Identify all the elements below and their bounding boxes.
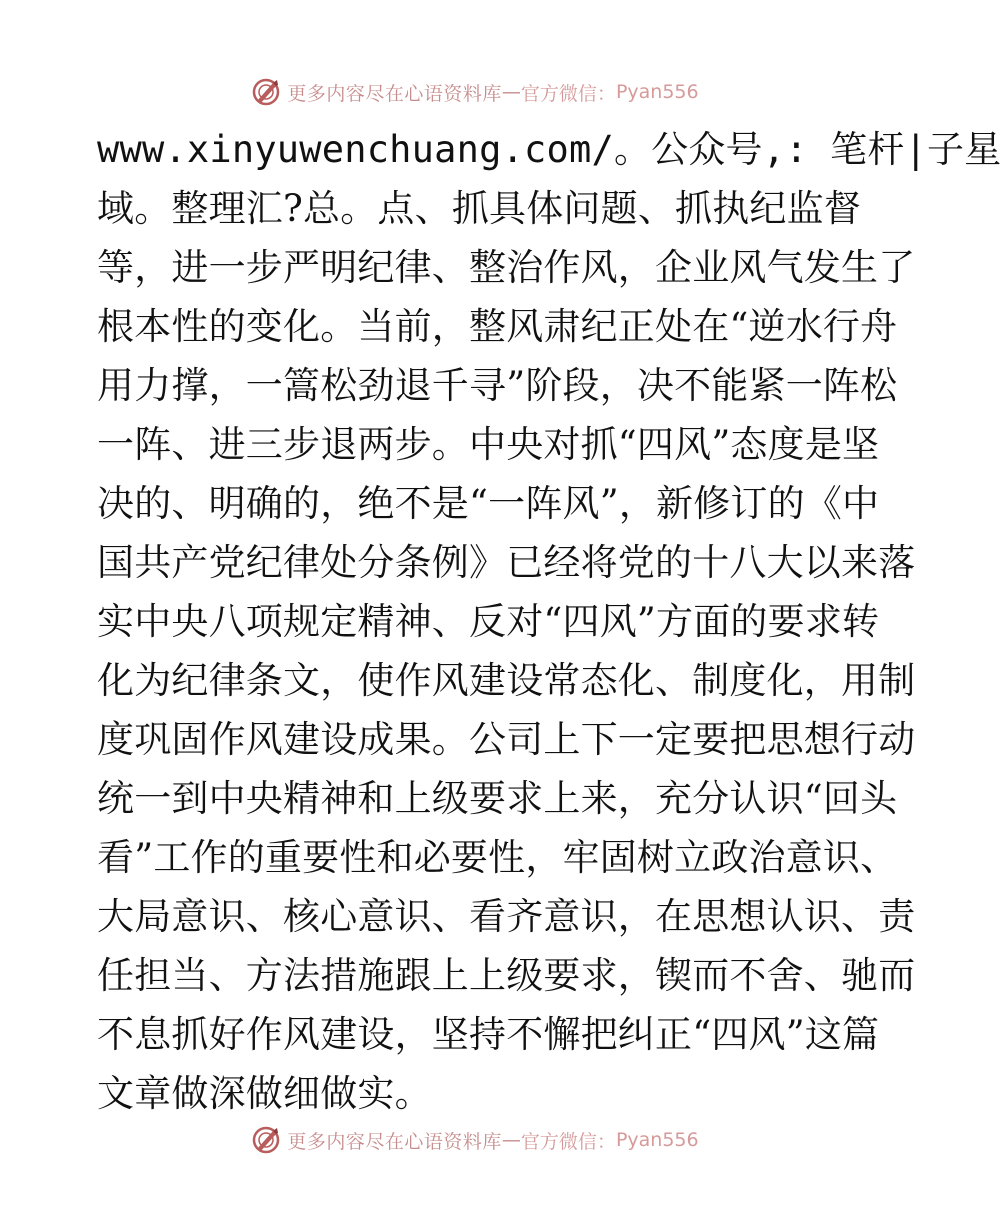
body-line: 实中央八项规定精神、反对“四风”方面的要求转 <box>97 600 880 643</box>
body-line: 一阵、进三步退两步。中央对抓“四风”态度是坚 <box>97 423 880 466</box>
banner-wechat-id: Pyan556 <box>615 81 699 103</box>
body-line: 国共产党纪律处分条例》已经将党的十八大以来落 <box>97 541 916 584</box>
body-line: 任担当、方法措施跟上上级要求，锲而不舍、驰而 <box>97 954 916 997</box>
header-watermark-banner <box>0 72 950 112</box>
banner-wechat-id: Pyan556 <box>615 1129 699 1151</box>
banner-wechat-label: 官方微信： <box>520 82 616 105</box>
body-line: 化为纪律条文，使作风建设常态化、制度化，用制 <box>97 659 916 702</box>
body-line: 域。整理汇?总。点、抓具体问题、抓执纪监督 <box>97 187 862 230</box>
document-body <box>97 120 1001 1123</box>
body-line: 根本性的变化。当前，整风肃纪正处在“逆水行舟 <box>97 305 898 348</box>
body-line: 大局意识、核心意识、看齐意识，在思想认识、责 <box>97 895 916 938</box>
footer-watermark-banner <box>0 1120 950 1160</box>
body-line: 不息抓好作风建设，坚持不懈把纠正“四风”这篇 <box>97 1013 880 1056</box>
body-line: 决的、明确的，绝不是“一阵风”，新修订的《中 <box>97 482 880 525</box>
body-line: 等，进一步严明纪律、整治作风，企业风气发生了 <box>97 246 916 289</box>
body-line: 文章做深做细做实。 <box>97 1072 432 1115</box>
body-line: 用力撑，一篙松劲退千寻”阶段，决不能紧一阵松 <box>97 364 898 407</box>
pen-logo-icon <box>251 1125 281 1155</box>
body-line: www.xinyuwenchuang.com/。公众号,: 笔杆|子星 <box>97 128 1001 171</box>
pen-logo-icon <box>251 77 281 107</box>
banner-brand-text: 更多内容尽在心语资料库 <box>287 82 502 105</box>
body-line: 统一到中央精神和上级要求上来，充分认识“回头 <box>97 777 898 820</box>
body-line: 看”工作的重要性和必要性，牢固树立政治意识、 <box>97 836 898 879</box>
banner-brand-text: 更多内容尽在心语资料库 <box>287 1130 502 1153</box>
banner-separator: — <box>501 1129 521 1151</box>
body-line: 度巩固作风建设成果。公司上下一定要把思想行动 <box>97 718 916 761</box>
banner-wechat-label: 官方微信： <box>520 1130 616 1153</box>
banner-separator: — <box>501 81 521 103</box>
